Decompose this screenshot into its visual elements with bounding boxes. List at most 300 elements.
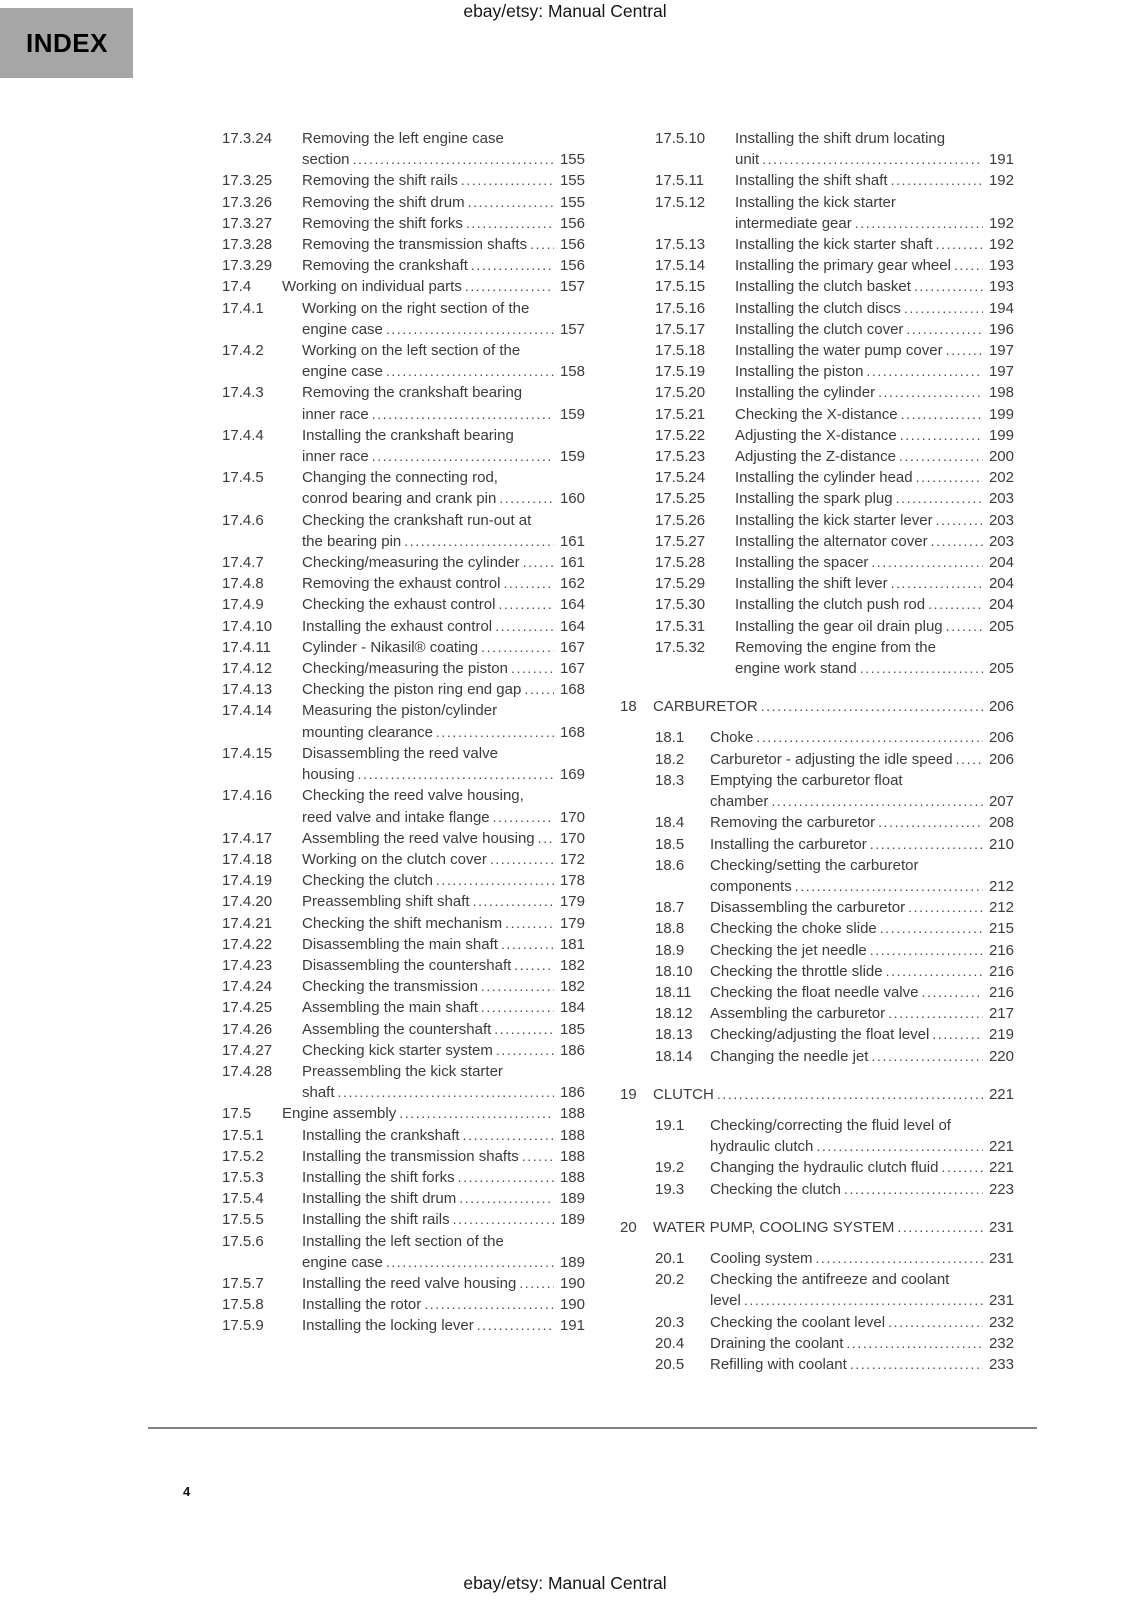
toc-entry — [222, 1103, 585, 1124]
toc-entry-page: 205 — [988, 617, 1014, 635]
toc-entry-title: Installing the kick starter lever — [735, 511, 933, 529]
toc-entry-page: 157 — [559, 278, 585, 296]
toc-entry-number: 17.5.8 — [222, 1296, 264, 1314]
toc-entry-body — [302, 382, 585, 424]
toc-entry — [222, 1209, 585, 1230]
toc-entry-page: 164 — [559, 596, 585, 614]
toc-entry-body — [710, 812, 1014, 833]
toc-entry-number: 17.5.17 — [655, 320, 706, 338]
toc-entry-page: 190 — [559, 1296, 585, 1314]
toc-entry-number: 20.4 — [655, 1334, 685, 1352]
toc-entry-number: 17.4.25 — [222, 999, 273, 1017]
toc-entry-number: 18.2 — [655, 750, 685, 768]
toc-entry-last-line — [735, 340, 1014, 361]
toc-entry-number: 17.4.15 — [222, 744, 273, 762]
dot-leader — [936, 510, 983, 531]
toc-entry-body — [302, 234, 585, 255]
toc-entry — [655, 637, 1014, 679]
toc-entry-title-line: Checking the antifreeze and coolant — [710, 1271, 950, 1289]
toc-entry-number: 17.4.10 — [222, 617, 273, 635]
toc-entry-last-line — [302, 573, 585, 594]
toc-entry-body — [735, 531, 1014, 552]
toc-entry — [655, 531, 1014, 552]
dot-leader — [493, 807, 554, 828]
toc-entry-number: 17.5.21 — [655, 405, 706, 423]
toc-entry — [655, 404, 1014, 425]
toc-entry-title: level — [710, 1292, 741, 1310]
toc-entry-page: 167 — [559, 638, 585, 656]
toc-entry — [655, 1248, 1014, 1269]
toc-entry-title-line: Checking the reed valve housing, — [302, 787, 524, 805]
toc-entry-body — [302, 170, 585, 191]
toc-entry-title-line: Disassembling the reed valve — [302, 744, 498, 762]
toc-entry-number: 17.4.27 — [222, 1041, 273, 1059]
toc-entry-title: Refilling with coolant — [710, 1355, 847, 1373]
toc-entry-body — [302, 467, 585, 509]
toc-entry-number: 18.5 — [655, 835, 685, 853]
toc-entry-number: 17.5.20 — [655, 384, 706, 402]
toc-entry-last-line — [302, 192, 585, 213]
toc-entry-title: chamber — [710, 793, 769, 811]
toc-entry-last-line — [735, 573, 1014, 594]
toc-entry-title: section — [302, 151, 350, 169]
toc-entry-last-line — [302, 319, 585, 340]
toc-entry-body — [282, 276, 585, 297]
toc-entry-last-line — [302, 1125, 585, 1146]
toc-entry-body — [302, 934, 585, 955]
toc-entry-last-line — [735, 446, 1014, 467]
toc-entry-title: inner race — [302, 405, 369, 423]
toc-entry-number: 17.5.7 — [222, 1274, 264, 1292]
toc-entry-last-line — [302, 658, 585, 679]
toc-entry-page: 206 — [988, 698, 1014, 716]
toc-entry — [655, 382, 1014, 403]
toc-entry-number: 18.12 — [655, 1005, 693, 1023]
dot-leader — [498, 594, 554, 615]
toc-entry — [655, 255, 1014, 276]
toc-entry — [655, 812, 1014, 833]
toc-entry — [655, 573, 1014, 594]
dot-leader — [372, 446, 554, 467]
toc-entry — [222, 637, 585, 658]
toc-entry-title: Checking the shift mechanism — [302, 914, 503, 932]
dot-leader — [795, 876, 983, 897]
toc-entry — [655, 770, 1014, 812]
toc-entry-body — [302, 1315, 585, 1336]
toc-entry-page: 202 — [988, 469, 1014, 487]
toc-entry-last-line — [302, 616, 585, 637]
toc-entry-body — [735, 340, 1014, 361]
toc-entry-page: 212 — [988, 877, 1014, 895]
toc-entry-body — [735, 637, 1014, 679]
toc-entry-title-line: Installing the crankshaft bearing — [302, 426, 514, 444]
toc-entry-last-line — [735, 488, 1014, 509]
toc-entry-last-line — [710, 749, 1014, 770]
toc-entry — [222, 552, 585, 573]
toc-entry-number: 17.5.13 — [655, 236, 706, 254]
toc-entry-last-line — [735, 170, 1014, 191]
toc-entry — [655, 749, 1014, 770]
toc-entry-title-line: Checking/setting the carburetor — [710, 856, 919, 874]
toc-entry-number: 17.3.25 — [222, 172, 273, 190]
toc-entry-title: Engine assembly — [282, 1105, 397, 1123]
toc-entry — [655, 940, 1014, 961]
toc-entry-last-line — [710, 1136, 1014, 1157]
toc-entry-page: 179 — [559, 893, 585, 911]
toc-entry-page: 206 — [988, 750, 1014, 768]
toc-entry-last-line — [302, 955, 585, 976]
toc-entry-body — [735, 255, 1014, 276]
toc-entry-body — [302, 1188, 585, 1209]
toc-entry-last-line — [710, 1003, 1014, 1024]
toc-entry-page: 164 — [559, 617, 585, 635]
toc-entry-body — [735, 552, 1014, 573]
toc-entry-number: 18.13 — [655, 1026, 693, 1044]
toc-entry-body — [302, 1146, 585, 1167]
toc-entry-number: 17.5 — [222, 1105, 252, 1123]
toc-entry-title: Installing the shift drum — [302, 1190, 457, 1208]
toc-entry-page: 189 — [559, 1190, 585, 1208]
dot-leader — [886, 961, 983, 982]
toc-entry-body — [302, 785, 585, 827]
toc-entry-number: 17.5.2 — [222, 1147, 264, 1165]
toc-entry-last-line — [710, 1248, 1014, 1269]
toc-entry-title: mounting clearance — [302, 723, 433, 741]
toc-entry-page: 188 — [559, 1105, 585, 1123]
toc-entry-last-line — [710, 834, 1014, 855]
toc-entry-number: 17.5.19 — [655, 363, 706, 381]
dot-leader — [891, 170, 983, 191]
toc-entry-number: 17.5.1 — [222, 1126, 264, 1144]
toc-entry-page: 192 — [988, 236, 1014, 254]
toc-entry-page: 212 — [988, 899, 1014, 917]
toc-entry-last-line — [735, 382, 1014, 403]
toc-entry-body — [710, 982, 1014, 1003]
toc-entry-body — [710, 1312, 1014, 1333]
footer-divider — [148, 1427, 1037, 1429]
toc-entry-number: 17.4.26 — [222, 1020, 273, 1038]
toc-entry-page: 168 — [559, 723, 585, 741]
toc-entry-body — [710, 940, 1014, 961]
toc-entry-title: Installing the water pump cover — [735, 342, 943, 360]
toc-entry-last-line — [302, 488, 585, 509]
toc-entry-title-line: Preassembling the kick starter — [302, 1062, 503, 1080]
toc-entry-number: 17.4.4 — [222, 426, 264, 444]
dot-leader — [932, 1024, 983, 1045]
toc-entry-body — [302, 594, 585, 615]
toc-entry-title-line: Installing the shift drum locating — [735, 130, 946, 147]
dot-leader — [744, 1290, 983, 1311]
toc-entry-page: 231 — [988, 1249, 1014, 1267]
toc-entry — [222, 1061, 585, 1103]
toc-entry-body — [302, 828, 585, 849]
toc-entry-title-line: Installing the kick starter — [735, 193, 896, 211]
toc-entry-last-line — [710, 982, 1014, 1003]
dot-leader — [816, 1248, 983, 1269]
toc-entry-last-line — [302, 1188, 585, 1209]
toc-entry-body — [735, 467, 1014, 488]
toc-entry-page: 221 — [988, 1159, 1014, 1177]
dot-leader — [372, 404, 554, 425]
dot-leader — [914, 276, 983, 297]
toc-entry-body — [302, 997, 585, 1018]
dot-leader — [906, 319, 983, 340]
toc-entry-body — [302, 1231, 585, 1273]
toc-entry — [655, 1157, 1014, 1178]
toc-entry-title: housing — [302, 766, 355, 784]
toc-entry-page: 205 — [988, 660, 1014, 678]
toc-entry — [222, 276, 585, 297]
toc-entry — [655, 897, 1014, 918]
toc-entry-body — [302, 870, 585, 891]
toc-entry-title: Installing the shift shaft — [735, 172, 888, 190]
toc-entry-title-line: Removing the crankshaft bearing — [302, 384, 523, 402]
toc-entry-body — [653, 1217, 1014, 1238]
toc-entry-page: 231 — [988, 1218, 1014, 1236]
toc-entry-last-line — [735, 552, 1014, 573]
toc-entry-last-line — [653, 696, 1014, 717]
toc-entry-title: engine case — [302, 1253, 383, 1271]
dot-leader — [519, 1273, 554, 1294]
dot-leader — [941, 1157, 983, 1178]
toc-entry-title: CARBURETOR — [653, 698, 758, 716]
toc-entry-page: 162 — [559, 575, 585, 593]
toc-entry-body — [302, 658, 585, 679]
toc-entry-number: 17.4.20 — [222, 893, 273, 911]
toc-entry — [222, 870, 585, 891]
toc-entry-page: 189 — [559, 1253, 585, 1271]
toc-entry-number: 17.4.8 — [222, 575, 264, 593]
toc-entry-page: 191 — [559, 1317, 585, 1335]
toc-entry-body — [735, 298, 1014, 319]
toc-entry-body — [735, 404, 1014, 425]
toc-entry-number: 17.5.14 — [655, 257, 706, 275]
toc-entry-number: 20.3 — [655, 1313, 685, 1331]
toc-entry — [655, 961, 1014, 982]
dot-leader — [931, 531, 983, 552]
toc-entry-number: 18 — [620, 698, 637, 716]
toc-entry — [655, 319, 1014, 340]
dot-leader — [338, 1082, 554, 1103]
toc-entry-body — [302, 1273, 585, 1294]
toc-entry-page: 159 — [559, 405, 585, 423]
toc-entry-page: 156 — [559, 257, 585, 275]
toc-entry-last-line — [710, 918, 1014, 939]
dot-leader — [523, 552, 554, 573]
toc-entry-number: 18.7 — [655, 899, 685, 917]
toc-entry-body — [710, 1333, 1014, 1354]
dot-leader — [816, 1136, 983, 1157]
toc-entry-last-line — [710, 897, 1014, 918]
toc-entry-last-line — [710, 1024, 1014, 1045]
dot-leader — [916, 467, 983, 488]
toc-entry-body — [735, 276, 1014, 297]
dot-leader — [844, 1179, 983, 1200]
toc-entry-page: 216 — [988, 941, 1014, 959]
toc-entry-number: 19.2 — [655, 1159, 685, 1177]
dot-leader — [871, 552, 983, 573]
toc-entry-title: Cylinder - Nikasil® coating — [302, 638, 479, 656]
toc-entry-page: 172 — [559, 850, 585, 868]
toc-entry-page: 179 — [559, 914, 585, 932]
toc-entry-number: 17.3.28 — [222, 236, 273, 254]
page-number: 4 — [183, 1484, 191, 1499]
toc-entry-last-line — [735, 149, 1014, 170]
toc-entry-number: 17.5.5 — [222, 1211, 264, 1229]
toc-entry-title: Installing the clutch basket — [735, 278, 911, 296]
toc-entry-number: 17.5.26 — [655, 511, 706, 529]
toc-entry-last-line — [735, 298, 1014, 319]
toc-entry-title: Installing the shift rails — [302, 1211, 450, 1229]
toc-entry-page: 155 — [559, 151, 585, 169]
toc-entry — [655, 1333, 1014, 1354]
toc-entry — [655, 1354, 1014, 1375]
toc-entry-title: Working on the clutch cover — [302, 850, 487, 868]
toc-entry-page: 200 — [988, 448, 1014, 466]
toc-entry-number: 17.5.22 — [655, 426, 706, 444]
toc-entry-page: 217 — [988, 1005, 1014, 1023]
toc-entry-number: 17.5.16 — [655, 299, 706, 317]
toc-entry-last-line — [302, 446, 585, 467]
toc-entry-title-line: Checking/correcting the fluid level of — [710, 1116, 951, 1134]
toc-entry-number: 19.1 — [655, 1116, 685, 1134]
toc-entry-page: 194 — [988, 299, 1014, 317]
toc-entry-page: 198 — [988, 384, 1014, 402]
toc-entry-title-line: Removing the left engine case — [302, 130, 504, 147]
toc-entry-body — [735, 382, 1014, 403]
toc-entry-page: 184 — [559, 999, 585, 1017]
toc-entry-title: Preassembling shift shaft — [302, 893, 470, 911]
toc-entry-last-line — [710, 1046, 1014, 1067]
toc-entry-body — [710, 1269, 1014, 1311]
toc-entry-title: Checking the piston ring end gap — [302, 681, 522, 699]
toc-entry-number: 17.5.30 — [655, 596, 706, 614]
dot-leader — [946, 340, 983, 361]
toc-entry-page: 182 — [559, 978, 585, 996]
toc-entry-body — [710, 749, 1014, 770]
toc-entry-number: 17.5.27 — [655, 532, 706, 550]
toc-entry-last-line — [735, 658, 1014, 679]
toc-entry-title: Assembling the countershaft — [302, 1020, 492, 1038]
toc-entry-title-line: Emptying the carburetor float — [710, 771, 903, 789]
toc-entry-title-line: Working on the left section of the — [302, 342, 521, 360]
toc-entry-last-line — [302, 552, 585, 573]
dot-leader — [855, 213, 983, 234]
toc-entry-last-line — [302, 1315, 585, 1336]
toc-entry — [222, 1146, 585, 1167]
page-header-title: ebay/etsy: Manual Central — [463, 1, 667, 21]
toc-entry — [655, 1179, 1014, 1200]
toc-entry-number: 18.6 — [655, 856, 685, 874]
toc-entry-title-line: Measuring the piston/cylinder — [302, 702, 498, 720]
toc-entry-title: Installing the kick starter shaft — [735, 236, 933, 254]
toc-entry-title: Carburetor - adjusting the idle speed — [710, 750, 953, 768]
dot-leader — [921, 982, 983, 1003]
toc-entry-number: 18.4 — [655, 814, 685, 832]
dot-leader — [436, 870, 554, 891]
toc-entry-title: Installing the shift forks — [302, 1168, 455, 1186]
toc-entry-last-line — [302, 255, 585, 276]
toc-entry-body — [302, 192, 585, 213]
toc-entry-body — [302, 1040, 585, 1061]
dot-leader — [468, 192, 554, 213]
toc-entry-number: 17.5.32 — [655, 638, 706, 656]
toc-entry — [655, 340, 1014, 361]
dot-leader — [514, 955, 554, 976]
toc-entry-last-line — [302, 913, 585, 934]
toc-entry — [620, 1217, 1014, 1238]
toc-entry-number: 17.4.11 — [222, 638, 271, 656]
toc-entry-title: Adjusting the X-distance — [735, 426, 897, 444]
toc-entry-title: Checking/adjusting the float level — [710, 1026, 930, 1044]
toc-entry-title: Removing the crankshaft — [302, 257, 468, 275]
dot-leader — [896, 488, 983, 509]
dot-leader — [870, 940, 983, 961]
toc-entry-body — [302, 213, 585, 234]
toc-entry-page: 199 — [988, 405, 1014, 423]
toc-entry — [222, 128, 585, 170]
toc-entry-title: engine case — [302, 363, 383, 381]
toc-entry-title: Choke — [710, 729, 754, 747]
dot-leader — [908, 897, 983, 918]
toc-entry-body — [282, 1103, 585, 1124]
toc-entry-page: 182 — [559, 956, 585, 974]
toc-entry — [655, 727, 1014, 748]
toc-entry — [655, 298, 1014, 319]
toc-entry-number: 17.5.24 — [655, 469, 706, 487]
toc-entry-last-line — [710, 1157, 1014, 1178]
toc-entry-last-line — [302, 404, 585, 425]
toc-entry-page: 196 — [988, 320, 1014, 338]
toc-entry-page: 232 — [988, 1313, 1014, 1331]
toc-entry-number: 17.5.15 — [655, 278, 706, 296]
toc-entry-page: 197 — [988, 363, 1014, 381]
toc-entry-page: 219 — [988, 1026, 1014, 1044]
toc-entry-last-line — [735, 616, 1014, 637]
toc-entry-body — [710, 770, 1014, 812]
dot-leader — [453, 1209, 554, 1230]
toc-entry-title: Installing the clutch discs — [735, 299, 901, 317]
toc-entry-number: 17.4.18 — [222, 850, 273, 868]
toc-entry-title: Installing the alternator cover — [735, 532, 928, 550]
toc-column-left — [222, 128, 585, 1337]
toc-entry-last-line — [302, 891, 585, 912]
toc-entry-title: intermediate gear — [735, 214, 852, 232]
toc-entry — [655, 918, 1014, 939]
toc-entry-number: 17.4.1 — [222, 299, 264, 317]
dot-leader — [386, 319, 554, 340]
toc-entry-title: Installing the transmission shafts — [302, 1147, 519, 1165]
dot-leader — [458, 1167, 554, 1188]
toc-entry — [222, 913, 585, 934]
toc-entry-body — [302, 1125, 585, 1146]
toc-entry-title: Removing the exhaust control — [302, 575, 501, 593]
toc-column-right — [620, 128, 1014, 1375]
toc-entry-body — [735, 616, 1014, 637]
dot-leader — [717, 1084, 983, 1105]
toc-entry-body — [710, 1248, 1014, 1269]
toc-entry-body — [735, 573, 1014, 594]
toc-entry-title: Checking the X-distance — [735, 405, 898, 423]
dot-leader — [530, 234, 554, 255]
toc-entry-page: 189 — [559, 1211, 585, 1229]
toc-entry — [222, 573, 585, 594]
dot-leader — [404, 531, 554, 552]
toc-entry-number: 17.3.27 — [222, 214, 273, 232]
dot-leader — [386, 361, 554, 382]
toc-entry-title: Installing the rotor — [302, 1296, 422, 1314]
dot-leader — [901, 404, 983, 425]
